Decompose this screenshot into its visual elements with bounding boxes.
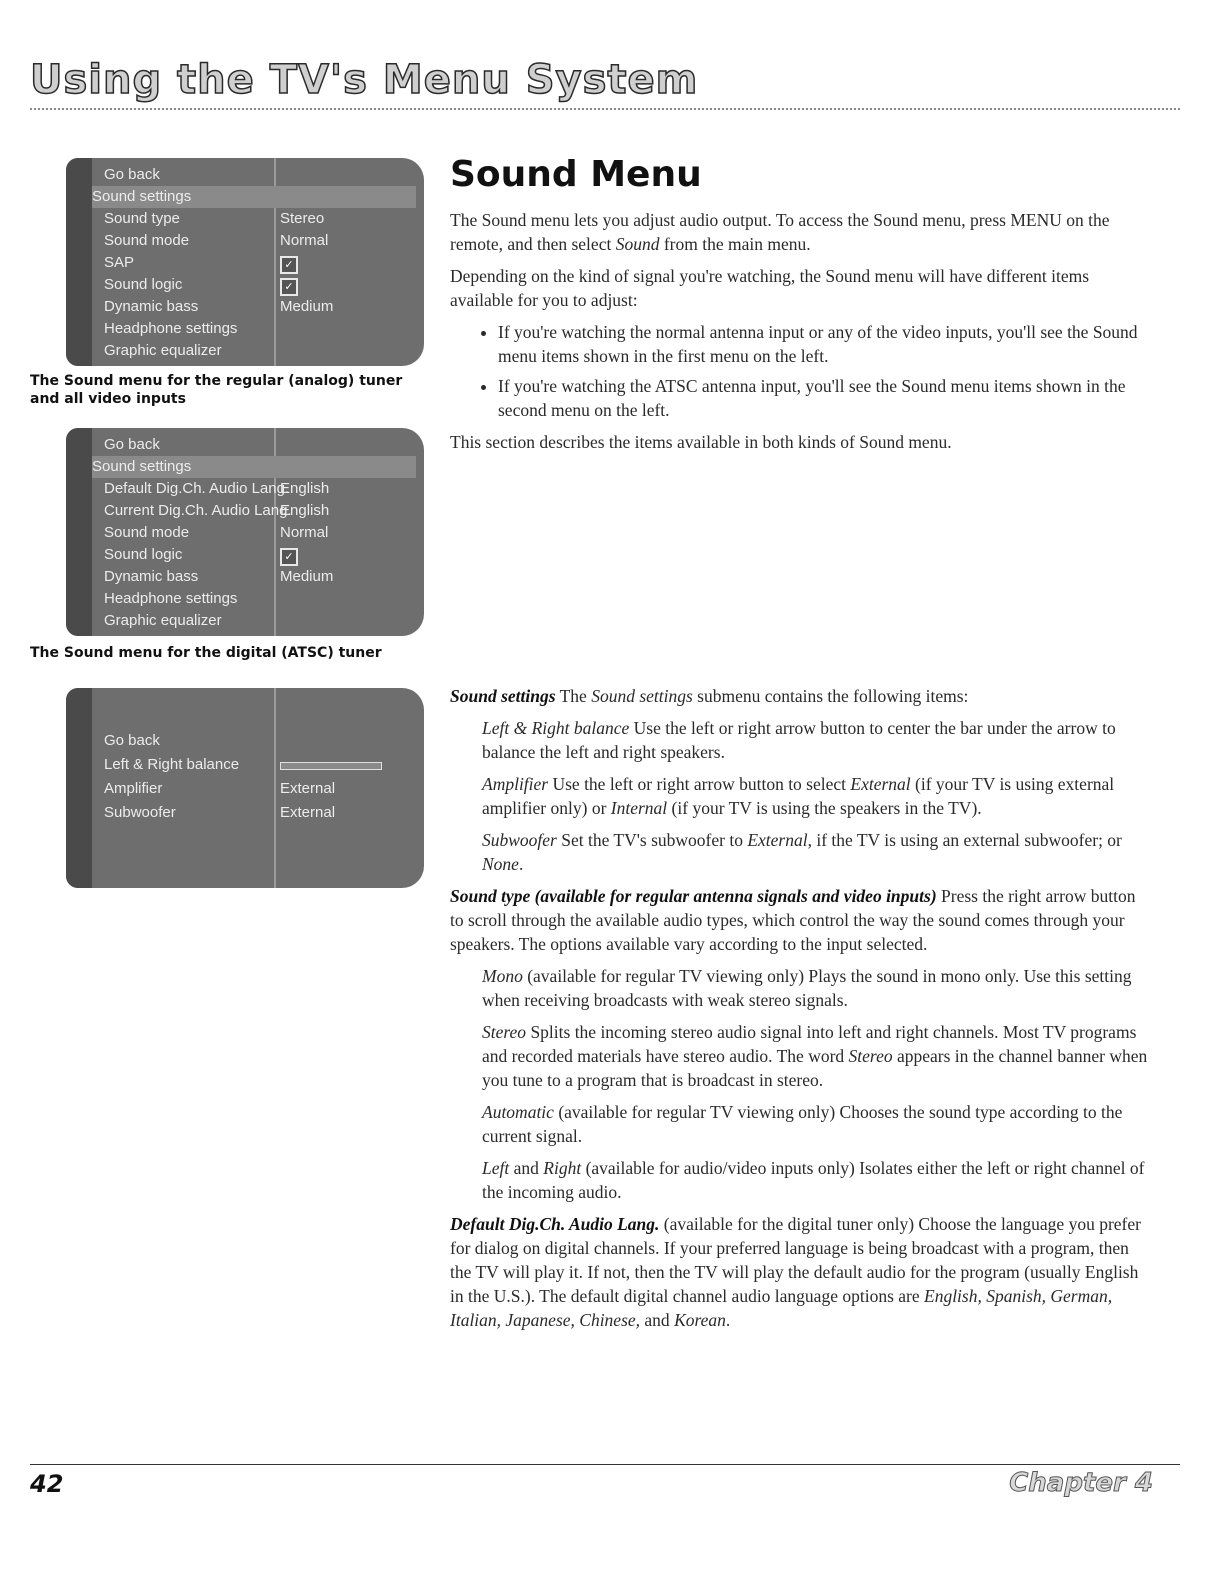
checkbox-icon [280,274,298,297]
bullet-item: • If you're watching the normal antenna input or any of the video inputs, you'll see the Sound menu items shown in the first menu on the left. [498,320,1150,368]
menu-item-label: Graphic equalizer [104,612,222,629]
caption-digital: The Sound menu for the digital (ATSC) tuner [30,645,382,661]
menu-item-label: SAP [104,254,135,271]
menu-item-label: Graphic equalizer [104,342,222,359]
menu-item-label: Sound logic [104,546,183,563]
menu-item [104,164,416,186]
sound-menu-analog-screenshot [66,158,424,366]
footer-rule [30,1464,1180,1465]
menu-item-label: Left & Right balance [104,756,240,773]
bullet-item: • If you're watching the ATSC antenna input, you'll see the Sound menu items shown in the second menu on the left. [498,374,1150,422]
chapter-label: Chapter 4 [1009,1468,1153,1498]
menu-item [104,274,416,296]
menu-item-label: Current Dig.Ch. Audio Lang. [104,502,292,519]
menu-item-label: Amplifier [104,780,163,797]
menu-item-label: Go back [104,732,160,749]
menu-item [104,478,416,500]
menu-item-label: Sound type [104,210,180,227]
menu-item-value: English [280,502,330,519]
menu-item-value: Medium [280,298,334,315]
menu-item [104,252,416,274]
menu-item-label: Dynamic bass [104,568,199,585]
caption-analog: The Sound menu for the regular (analog) tuner and all video inputs [30,373,403,407]
menu-item-value: English [280,480,330,497]
menu-item [92,186,416,208]
menu-item [104,610,416,632]
menu-item-label: Go back [104,166,160,183]
menu-stripe [66,158,92,366]
menu-item [92,456,416,478]
check-mark-icon: ✓ [280,548,298,566]
menu-item-label: Headphone settings [104,320,238,337]
menu-item-label: Sound mode [104,232,190,249]
sound-settings-submenu-screenshot [66,688,424,888]
stereo-paragraph: Stereo Splits the incoming stereo audio signal into left and right channels. Most TV programs and recorded materials have stereo audio. The word Stereo appears in the channel banner when you tune to a program that is broadcast in stereo. [482,1022,1148,1090]
intro-text [450,208,1150,462]
balance-paragraph: Left & Right balance Use the left or right arrow button to center the bar under the arrow to balance the left and right speakers. [482,718,1116,762]
menu-item-value: Medium [280,568,334,585]
menu-item-label: Sound settings [92,458,192,475]
menu-item-label: Sound mode [104,524,190,541]
automatic-paragraph: Automatic (available for regular TV viewing only) Chooses the sound type according to the current signal. [482,1102,1123,1146]
menu-item [104,500,416,522]
menu-item [104,566,416,588]
menu-item [104,544,416,566]
menu-item [104,230,416,252]
details-text [450,684,1150,1340]
menu-item [104,802,416,824]
amplifier-paragraph: Amplifier Use the left or right arrow button to select External (if your TV is using external amplifier only) or Internal (if your TV is using the speakers in the TV). [482,774,1115,818]
menu-item [104,318,416,340]
intro-paragraph-2: Depending on the kind of signal you're watching, the Sound menu will have different items available for you to adjust: [450,266,1090,310]
menu-item [104,522,416,544]
intro-paragraph-1: The Sound menu lets you adjust audio output. To access the Sound menu, press MENU on the remote, and then select Sound from the main menu. [450,210,1110,254]
default-language-paragraph: Default Dig.Ch. Audio Lang. (available for the digital tuner only) Choose the language you prefer for dialog on digital channels. If your preferred language is being broadcast with a program, then the TV will play it. If not, then the TV will play the default audio for the program (usually English in the U.S.). The default digital channel audio language options are English, Spanish, German, Italian, Japanese, Chinese, and Korean. [450,1214,1141,1330]
check-mark-icon: ✓ [280,278,298,296]
menu-item-value: Normal [280,232,329,249]
menu-item-label: Go back [104,436,160,453]
balance-bar [280,754,382,777]
menu-stripe [66,428,92,636]
menu-item-label: Dynamic bass [104,298,199,315]
section-title: Sound Menu [450,154,702,195]
menu-stripe [66,688,92,888]
subwoofer-paragraph: Subwoofer Set the TV's subwoofer to External, if the TV is using an external subwoofer; or None. [482,830,1122,874]
check-mark-icon: ✓ [280,256,298,274]
menu-item-value: Normal [280,524,329,541]
menu-item-label: Sound logic [104,276,183,293]
page-number: 42 [30,1470,64,1498]
balance-slider [280,762,382,770]
menu-item [104,434,416,456]
sound-type-paragraph: Sound type (available for regular antenna signals and video inputs) Press the right arrow button to scroll through the available audio types, which control the way the sound comes through your speakers. The options available vary according to the input selected. [450,886,1136,954]
checkbox-icon [280,544,298,567]
input-bullets [450,320,1150,422]
mono-paragraph: Mono (available for regular TV viewing only) Plays the sound in mono only. Use this setting when receiving broadcasts with weak stereo signals. [482,966,1132,1010]
menu-item-label: Subwoofer [104,804,176,821]
menu-item [104,588,416,610]
sound-menu-digital-screenshot [66,428,424,636]
intro-paragraph-3: This section describes the items available in both kinds of Sound menu. [450,432,952,452]
menu-item-value: Stereo [280,210,325,227]
menu-item-label: Headphone settings [104,590,238,607]
left-right-paragraph: Left and Right (available for audio/video inputs only) Isolates either the left or right channel of the incoming audio. [482,1158,1145,1202]
menu-item-value: External [280,804,336,821]
menu-item [104,754,416,776]
menu-item [104,778,416,800]
menu-item-value: External [280,780,336,797]
sound-settings-paragraph: Sound settings The Sound settings submenu contains the following items: [450,686,969,706]
menu-item [104,730,416,752]
page-header: Using the TV's Menu System [30,58,1180,110]
menu-item-label: Sound settings [92,188,192,205]
menu-item [104,208,416,230]
menu-item-label: Default Dig.Ch. Audio Lang. [104,480,290,497]
checkbox-icon [280,252,298,275]
menu-item [104,340,416,362]
menu-item [104,296,416,318]
